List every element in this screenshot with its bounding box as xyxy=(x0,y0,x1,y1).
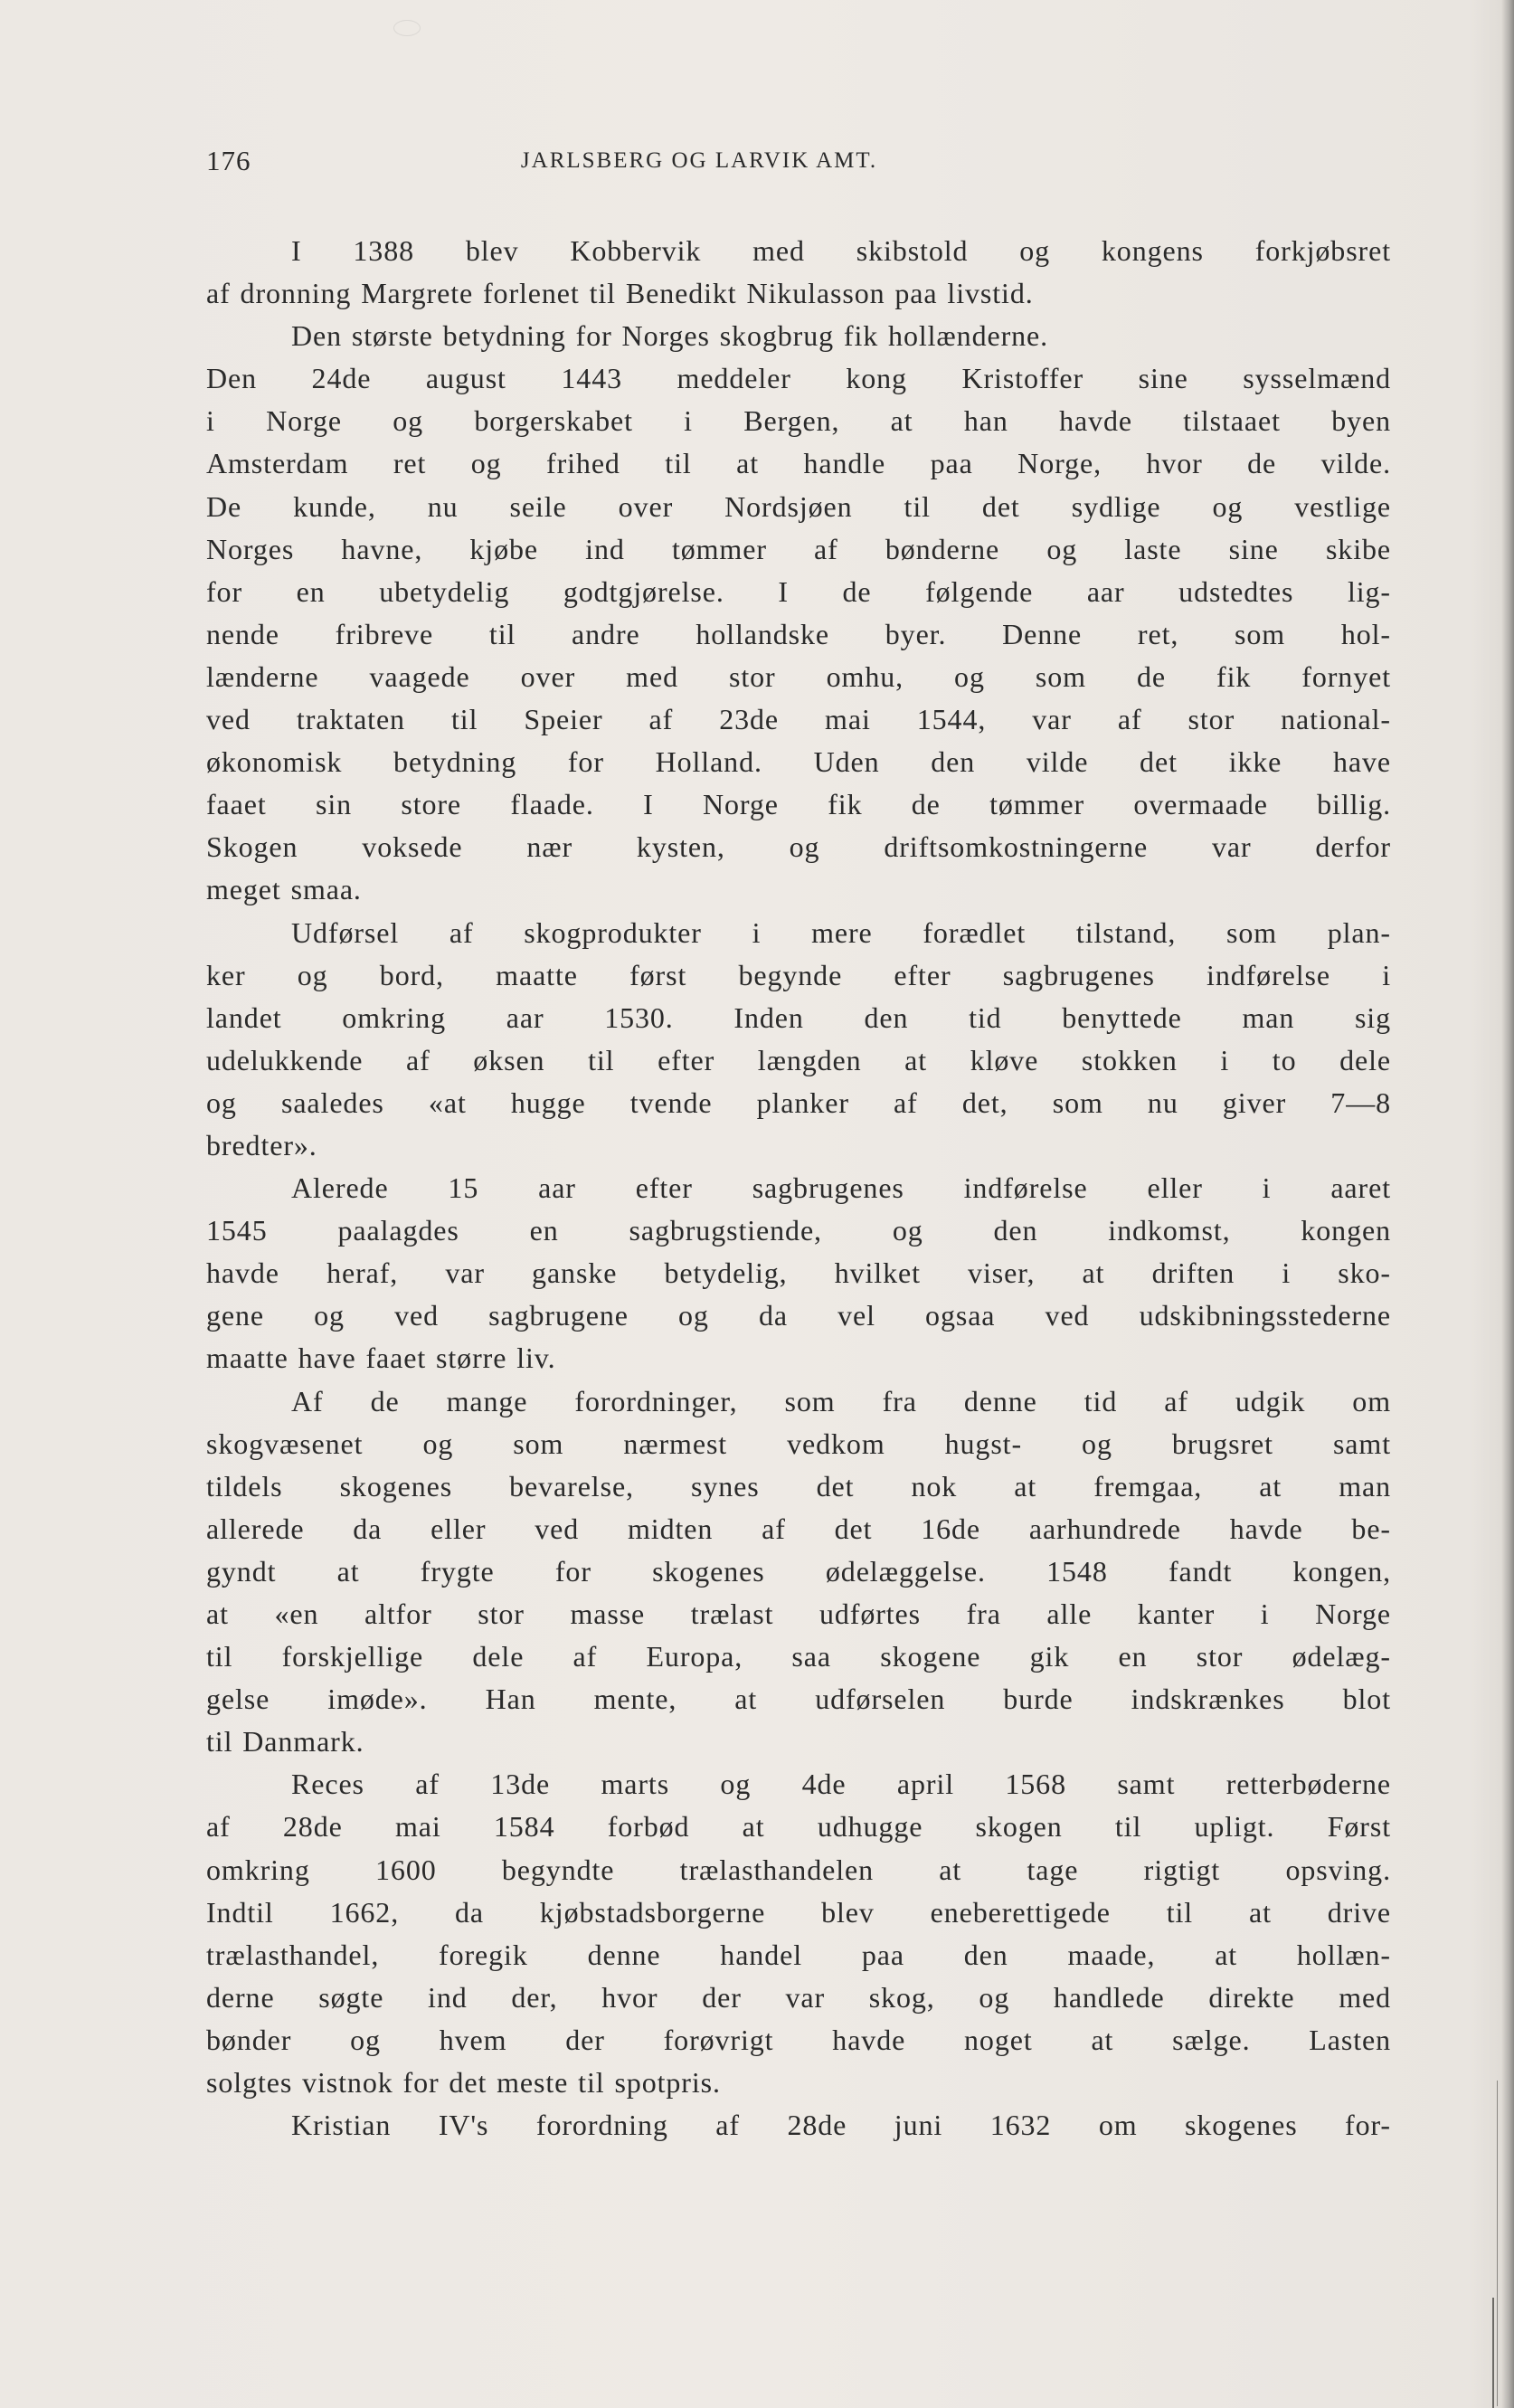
text-line: bredter». xyxy=(206,1128,317,1161)
text-line: for en ubetydelig godtgjørelse. I de følgende aar udstedtes lig- xyxy=(206,574,1391,608)
text-line: tildels skogenes bevarelse, synes det nok at fremgaa, at man xyxy=(206,1469,1391,1503)
text-line: Alerede 15 aar efter sagbrugenes indførelse eller i aaret xyxy=(291,1171,1391,1205)
text-line: Kristian IV's forordning af 28de juni 1632 om skogenes for- xyxy=(291,2109,1391,2142)
text-line: derne søgte ind der, hvor der var skog, og handlede direkte med xyxy=(206,1980,1391,2014)
text-line: gyndt at frygte for skogenes ødelæggelse. 1548 fandt kongen, xyxy=(206,1554,1391,1588)
text-line: bønder og hvem der forøvrigt havde noget at sælge. Lasten xyxy=(206,2023,1391,2056)
text-line: Indtil 1662, da kjøbstadsborgerne blev eneberettigede til at drive xyxy=(206,1895,1391,1929)
text-line: faaet sin store flaade. I Norge fik de tømmer overmaade billig. xyxy=(206,788,1391,821)
page-number: 176 xyxy=(206,145,251,176)
paper-mark xyxy=(393,20,421,36)
text-line: De kunde, nu seile over Nordsjøen til det sydlige og vestlige xyxy=(206,489,1391,523)
text-line: landet omkring aar 1530. Inden den tid benyttede man sig xyxy=(206,1000,1391,1034)
text-line: havde heraf, var ganske betydelig, hvilket viser, at driften i sko- xyxy=(206,1256,1391,1290)
text-line: meget smaa. xyxy=(206,873,362,906)
text-line: omkring 1600 begyndte trælasthandelen at tage rigtigt opsving. xyxy=(206,1853,1391,1886)
page-edge-line xyxy=(1497,2081,1498,2406)
text-line: økonomisk betydning for Holland. Uden den vilde det ikke have xyxy=(206,745,1391,779)
text-line: Norges havne, kjøbe ind tømmer af bønderne og laste sine skibe xyxy=(206,532,1391,565)
text-line: Udførsel af skogprodukter i mere forædlet tilstand, som plan- xyxy=(291,915,1391,949)
text-line: Amsterdam ret og frihed til at handle paa Norge, hvor de vilde. xyxy=(206,447,1391,480)
text-line: gelse imøde». Han mente, at udførselen burde indskrænkes blot xyxy=(206,1683,1391,1716)
text-line: ved traktaten til Speier af 23de mai 1544, var af stor national- xyxy=(206,703,1391,736)
text-line: nende fribreve til andre hollandske byer. Denne ret, som hol- xyxy=(206,617,1391,650)
body-text xyxy=(206,230,1391,2147)
text-line: solgtes vistnok for det meste til spotpris. xyxy=(206,2066,721,2100)
text-line: Den største betydning for Norges skogbrug fik hollænderne. xyxy=(291,319,1049,353)
page-edge-line xyxy=(1492,2298,1494,2408)
running-head xyxy=(206,145,1391,185)
text-line: gene og ved sagbrugene og da vel ogsaa ved udskibningsstederne xyxy=(206,1299,1391,1332)
text-line: Skogen voksede nær kysten, og driftsomkostningerne var derfor xyxy=(206,830,1391,864)
text-line: i Norge og borgerskabet i Bergen, at han havde tilstaaet byen xyxy=(206,404,1391,438)
text-line: skogvæsenet og som nærmest vedkom hugst- og brugsret samt xyxy=(206,1427,1391,1460)
text-line: Den 24de august 1443 meddeler kong Kristoffer sine sysselmænd xyxy=(206,362,1391,395)
text-line: til Danmark. xyxy=(206,1725,364,1759)
text-line: at «en altfor stor masse trælast udførtes fra alle kanter i Norge xyxy=(206,1597,1391,1630)
text-line: udelukkende af øksen til efter længden at kløve stokken i to dele xyxy=(206,1043,1391,1076)
text-line: I 1388 blev Kobbervik med skibstold og kongens forkjøbsret xyxy=(291,234,1391,267)
text-line: og saaledes «at hugge tvende planker af det, som nu giver 7—8 xyxy=(206,1085,1391,1119)
text-line: lænderne vaagede over med stor omhu, og som de fik fornyet xyxy=(206,659,1391,693)
text-line: ker og bord, maatte først begynde efter sagbrugenes indførelse i xyxy=(206,958,1391,991)
text-line: til forskjellige dele af Europa, saa skogene gik en stor ødelæg- xyxy=(206,1640,1391,1673)
text-line: allerede da eller ved midten af det 16de aarhundrede havde be- xyxy=(206,1512,1391,1545)
page-edge-shadow xyxy=(1501,0,1514,2408)
running-title: JARLSBERG OG LARVIK AMT. xyxy=(520,148,878,173)
text-line: af 28de mai 1584 forbød at udhugge skogen til upligt. Først xyxy=(206,1810,1391,1844)
text-line: trælasthandel, foregik denne handel paa den maade, at hollæn- xyxy=(206,1938,1391,1971)
text-line: af dronning Margrete forlenet til Benedikt Nikulasson paa livstid. xyxy=(206,277,1034,310)
text-line: Reces af 13de marts og 4de april 1568 samt retterbøderne xyxy=(291,1768,1391,1801)
text-line: 1545 paalagdes en sagbrugstiende, og den indkomst, kongen xyxy=(206,1214,1391,1247)
text-line: Af de mange forordninger, som fra denne tid af udgik om xyxy=(291,1384,1391,1417)
text-line: maatte have faaet større liv. xyxy=(206,1341,556,1375)
